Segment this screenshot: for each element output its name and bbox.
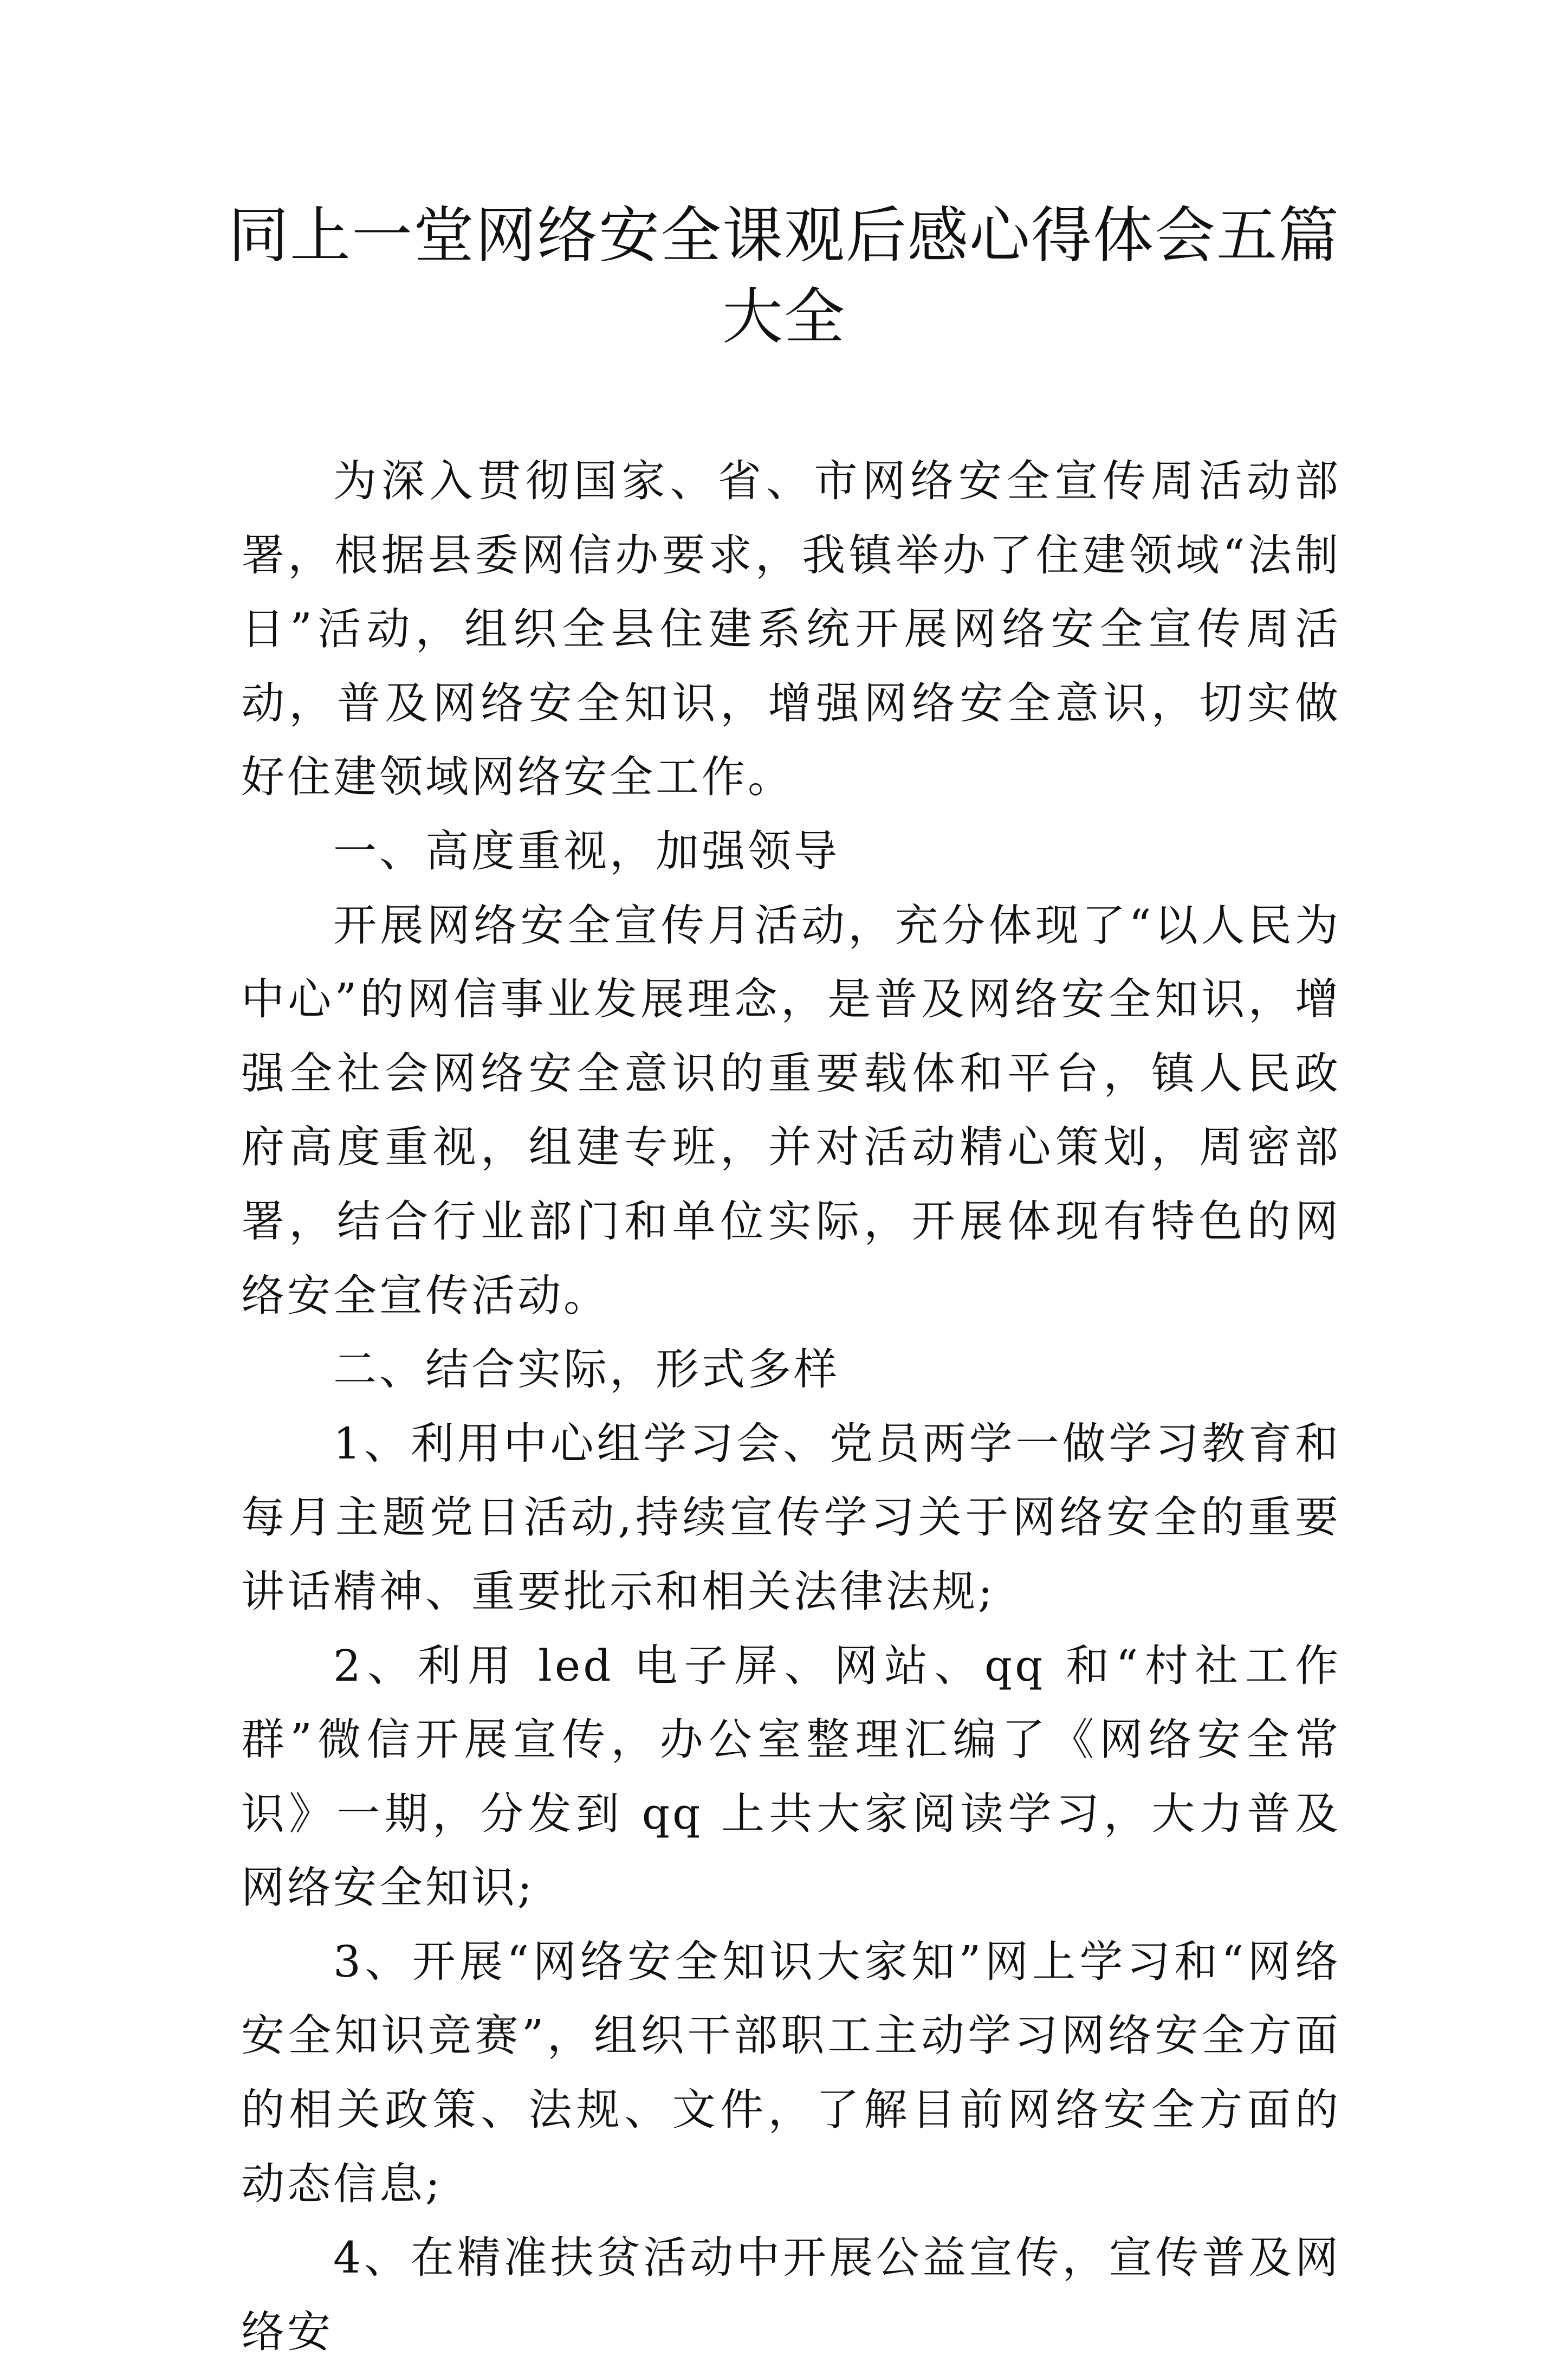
list-item-3: 3、开展“网络安全知识大家知”网上学习和“网络安全知识竞赛”，组织干部职工主动学习网络安全方面的相关政策、法规、文件，了解目前网络安全方面的动态信息; [241,1936,1341,2209]
paragraph-intro: 为深入贯彻国家、省、市网络安全宣传周活动部署，根据县委网信办要求，我镇举办了住建领域“法制日”活动，组织全县住建系统开展网络安全宣传周活动，普及网络安全知识，增强网络安全意识，切实做好住建领域网络安全工作。 [241,456,1341,803]
list-item-4: 4、在精准扶贫活动中开展公益宣传，宣传普及网络安 [241,2232,1341,2357]
document-title [163,195,1405,358]
document-body [241,444,1341,2369]
title-line-1: 同上一堂网络安全课观后感心得体会五篇 [228,201,1340,271]
section-heading-1: 一、高度重视，加强领导 [333,825,840,876]
title-line-2: 大全 [722,282,846,352]
list-item-2: 2、利用 led 电子屏、网站、qq 和“村社工作群”微信开展宣传，办公室整理汇编了《网络安全常识》一期，分发到 qq 上共大家阅读学习，大力普及网络安全知识; [241,1640,1341,1913]
paragraph-section-1: 开展网络安全宣传月活动，充分体现了“以人民为中心”的网信事业发展理念，是普及网络安全知识，增强全社会网络安全意识的重要载体和平台，镇人民政府高度重视，组建专班，并对活动精心策划，周密部署，结合行业部门和单位实际，开展体现有特色的网络安全宣传活动。 [241,900,1341,1321]
list-item-1: 1、利用中心组学习会、党员两学一做学习教育和每月主题党日活动,持续宣传学习关于网络安全的重要讲话精神、重要批示和相关法律法规; [241,1418,1341,1617]
section-heading-2: 二、结合实际，形式多样 [333,1344,840,1395]
